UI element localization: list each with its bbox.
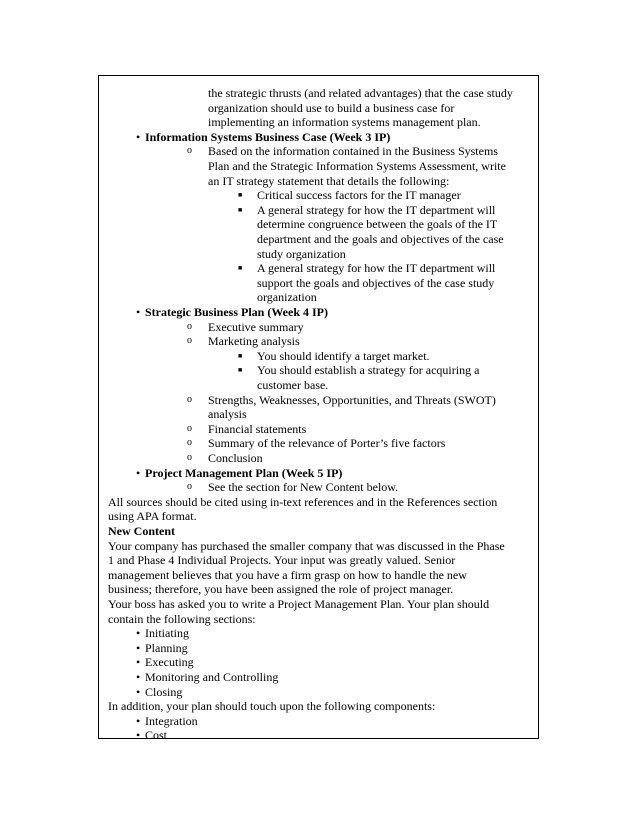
paragraph-line: contain the following sections: (108, 611, 256, 626)
bullet-icon: • (136, 640, 141, 655)
circle-bullet-icon: o (187, 320, 192, 332)
paragraph-line: Your boss has asked you to write a Project Management Plan. Your plan should (108, 597, 490, 611)
sublist-item-text: support the goals and objectives of the case study (257, 275, 495, 290)
list-item-text: Financial statements (208, 421, 307, 436)
content-box (98, 75, 539, 743)
list-item-text: analysis (208, 407, 247, 422)
circle-bullet-icon: o (187, 481, 192, 493)
sublist-item-text: A general strategy for how the IT department will (257, 202, 496, 217)
circle-bullet-icon: o (187, 335, 192, 347)
square-bullet-icon: ■ (238, 191, 243, 200)
sublist-item-text: A general strategy for how the IT department will (257, 261, 496, 276)
sublist-item-text: determine congruence between the goals of the IT (257, 217, 498, 232)
sublist-item-text: customer base. (257, 378, 329, 392)
bullet-icon: • (136, 465, 141, 480)
list-item-text: Strengths, Weaknesses, Opportunities, and Threats (SWOT) (208, 392, 496, 407)
intro-text-line: the strategic thrusts (and related advantages) that the case study (208, 86, 513, 100)
list-item-text: Executive summary (208, 319, 304, 334)
list-item-text: Based on the information contained in the Business Systems (208, 144, 498, 159)
circle-bullet-icon: o (187, 145, 192, 157)
plan-section-item: Planning (145, 640, 188, 655)
list-item-text: Plan and the Strategic Information Systems Assessment, write (208, 159, 506, 173)
circle-bullet-icon: o (187, 452, 192, 463)
square-bullet-icon: ■ (238, 351, 243, 360)
paragraph-line: business; therefore, you have been assigned the role of project manager. (108, 582, 454, 597)
bullet-icon: • (136, 129, 141, 144)
circle-bullet-icon: o (187, 437, 192, 449)
intro-text-line: organization should use to build a business case for (208, 100, 455, 115)
sublist-item-text: Critical success factors for the IT manager (257, 188, 461, 203)
plan-section-item: Executing (145, 655, 194, 670)
square-bullet-icon: ■ (238, 264, 243, 273)
section-heading: Project Management Plan (Week 5 IP) (145, 465, 343, 480)
list-item-text: Marketing analysis (208, 334, 300, 349)
square-bullet-icon: ■ (238, 366, 243, 375)
section-heading: Strategic Business Plan (Week 4 IP) (145, 305, 328, 319)
circle-bullet-icon: o (187, 393, 192, 405)
paragraph-line: management believes that you have a firm grasp on how to handle the new (108, 567, 467, 582)
bullet-icon: • (136, 655, 141, 670)
bullet-icon: • (136, 305, 141, 319)
new-content-heading: New Content (108, 524, 175, 538)
sublist-item-text: organization (257, 290, 317, 305)
bullet-icon: • (136, 684, 141, 699)
circle-bullet-icon: o (187, 422, 192, 434)
sources-note-line: All sources should be cited using in-text references and in the References section (108, 494, 498, 509)
list-item-text: See the section for New Content below. (208, 480, 399, 495)
component-item: Integration (145, 713, 198, 728)
sublist-item-text: study organization (257, 246, 346, 261)
intro-text-line: implementing an information systems management plan. (208, 115, 481, 130)
plan-section-item: Closing (145, 684, 183, 699)
bullet-icon: • (136, 626, 141, 641)
list-item-text: Summary of the relevance of Porter’s five factors (208, 436, 446, 451)
component-item: Cost (145, 728, 168, 743)
list-item-text: Conclusion (208, 451, 263, 465)
sublist-item-text: department and the goals and objectives of the case (257, 232, 504, 246)
bullet-icon: • (136, 728, 141, 743)
sublist-item-text: You should identify a target market. (257, 348, 430, 363)
plan-section-item: Monitoring and Controlling (145, 670, 279, 684)
plan-section-item: Initiating (145, 626, 189, 641)
sources-note-line: using APA format. (108, 509, 197, 524)
components-intro: In addition, your plan should touch upon the following components: (108, 699, 436, 714)
bullet-icon: • (136, 713, 141, 728)
sublist-item-text: You should establish a strategy for acquiring a (257, 363, 480, 378)
list-item-text: an IT strategy statement that details the following: (208, 173, 450, 188)
square-bullet-icon: ■ (238, 205, 243, 214)
section-heading: Information Systems Business Case (Week 3 IP) (145, 129, 391, 144)
paragraph-line: Your company has purchased the smaller company that was discussed in the Phase (108, 538, 505, 553)
bullet-icon: • (136, 670, 141, 684)
paragraph-line: 1 and Phase 4 Individual Projects. Your input was greatly valued. Senior (108, 553, 456, 568)
